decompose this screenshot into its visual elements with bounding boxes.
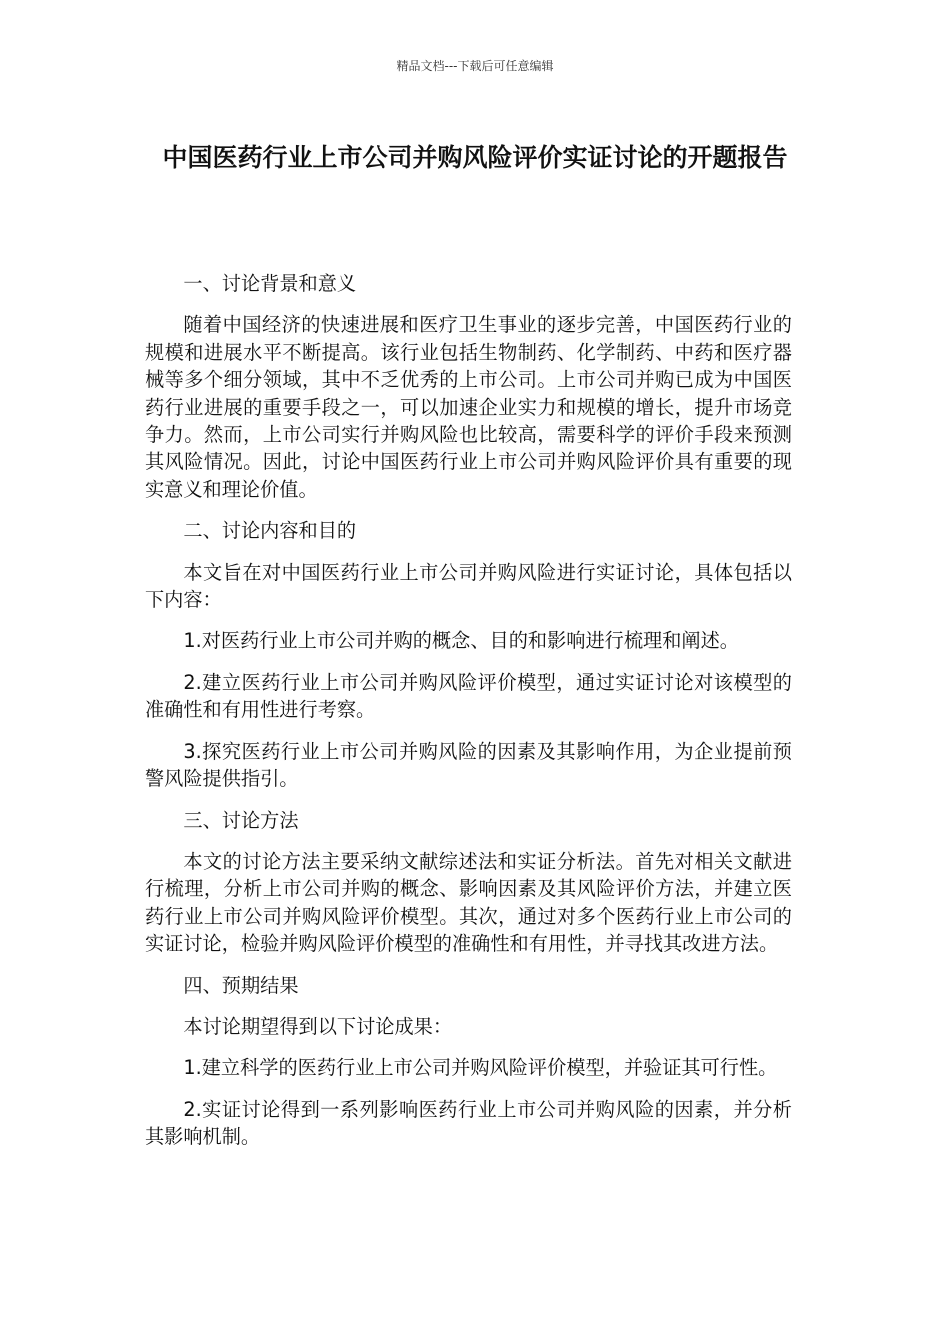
header-note: 精品文档---下载后可任意编辑: [396, 59, 554, 73]
section-heading: 一、讨论背景和意义: [183, 272, 357, 295]
list-item: 1.对医药行业上市公司并购的概念、目的和影响进行梳理和阐述。: [183, 629, 739, 653]
document-body: [145, 270, 792, 1165]
section-heading: 二、讨论内容和目的: [183, 519, 357, 543]
list-item: 3.探究医药行业上市公司并购风险的因素及其影响作用，为企业提前预警风险提供指引。: [145, 739, 792, 791]
paragraph: 本文的讨论方法主要采纳文献综述法和实证分析法。首先对相关文献进行梳理，分析上市公司并购的概念、影响因素及其风险评价方法，并建立医药行业上市公司并购风险评价模型。其次，通过对多个医药行业上市公司的实证讨论，检验并购风险评价模型的准确性和有用性，并寻找其改进方法。: [145, 849, 792, 956]
section-heading: 三、讨论方法: [183, 808, 299, 832]
section-heading: 四、预期结果: [183, 973, 299, 997]
list-item: 2.实证讨论得到一系列影响医药行业上市公司并购风险的因素，并分析其影响机制。: [145, 1097, 792, 1149]
paragraph: 本文旨在对中国医药行业上市公司并购风险进行实证讨论，具体包括以下内容：: [145, 560, 792, 612]
list-item: 1.建立科学的医药行业上市公司并购风险评价模型，并验证其可行性。: [183, 1056, 778, 1080]
paragraph: 本讨论期望得到以下讨论成果：: [183, 1014, 453, 1038]
paragraph: 随着中国经济的快速进展和医疗卫生事业的逐步完善，中国医药行业的规模和进展水平不断提高。该行业包括生物制药、化学制药、中药和医疗器械等多个细分领域，其中不乏优秀的上市公司。上市公司并购已成为中国医药行业进展的重要手段之一，可以加速企业实力和规模的增长，提升市场竞争力。然而，上市公司实行并购风险也比较高，需要科学的评价手段来预测其风险情况。因此，讨论中国医药行业上市公司并购风险评价具有重要的现实意义和理论价值。: [145, 313, 792, 501]
list-item: 2.建立医药行业上市公司并购风险评价模型，通过实证讨论对该模型的准确性和有用性进行考察。: [145, 670, 792, 722]
document-title: 中国医药行业上市公司并购风险评价实证讨论的开题报告: [162, 143, 788, 172]
